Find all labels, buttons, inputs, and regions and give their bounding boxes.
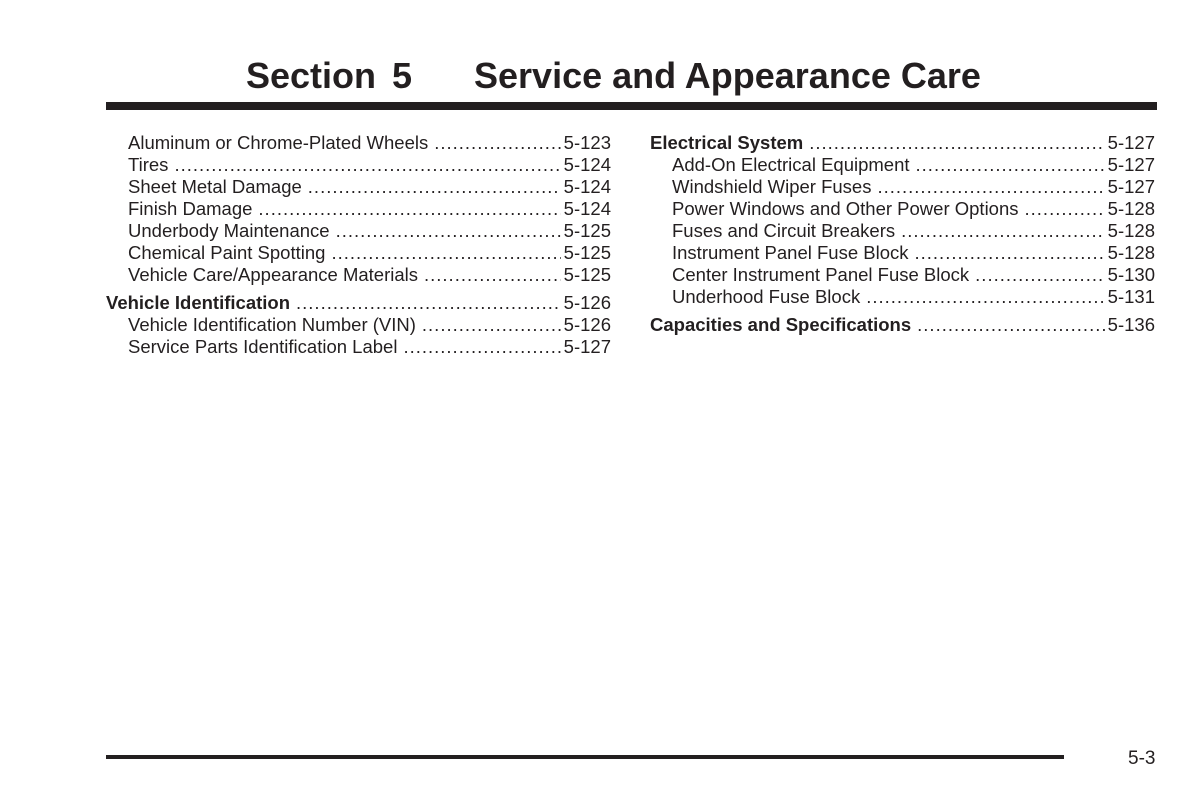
- dot-leader: [331, 242, 560, 264]
- dot-leader: [424, 264, 561, 286]
- toc-entry-label: Underhood Fuse Block: [672, 286, 861, 307]
- toc-right-column: [650, 132, 1155, 336]
- toc-entry-page: 5-128: [1107, 242, 1155, 263]
- toc-entry-label: Sheet Metal Damage: [128, 176, 302, 197]
- toc-entry-label: Electrical System: [650, 132, 804, 153]
- toc-entry-label: Add-On Electrical Equipment: [672, 154, 910, 175]
- toc-entry-fuses-circuit-breakers[interactable]: [650, 220, 1155, 242]
- toc-entry-aluminum-wheels[interactable]: [106, 132, 611, 154]
- dot-leader: [877, 176, 1104, 198]
- dot-leader: [308, 176, 561, 198]
- toc-entry-underbody-maintenance[interactable]: [106, 220, 611, 242]
- section-label: Section: [246, 55, 377, 96]
- section-title: Service and Appearance Care: [474, 55, 981, 96]
- toc-entry-finish-damage[interactable]: [106, 198, 611, 220]
- toc-entry-page: 5-124: [563, 198, 611, 219]
- dot-leader: [258, 198, 560, 220]
- page-number: 5-3: [1128, 748, 1156, 769]
- toc-entry-label: Chemical Paint Spotting: [128, 242, 326, 263]
- toc-entry-page: 5-127: [563, 336, 611, 357]
- toc-entry-label: Underbody Maintenance: [128, 220, 330, 241]
- header-rule: [106, 102, 1157, 110]
- toc-entry-wiper-fuses[interactable]: [650, 176, 1155, 198]
- dot-leader: [866, 286, 1104, 308]
- dot-leader: [809, 132, 1104, 154]
- toc-entry-power-windows[interactable]: [650, 198, 1155, 220]
- toc-entry-label: Finish Damage: [128, 198, 253, 219]
- dot-leader: [916, 154, 1105, 176]
- toc-entry-electrical-system[interactable]: [650, 132, 1155, 154]
- toc-entry-sheet-metal-damage[interactable]: [106, 176, 611, 198]
- toc-entry-page: 5-124: [563, 176, 611, 197]
- toc-entry-label: Center Instrument Panel Fuse Block: [672, 264, 970, 285]
- toc-left-column: [106, 132, 611, 358]
- toc-entry-instrument-panel-fuse-block[interactable]: [650, 242, 1155, 264]
- toc-entry-label: Tires: [128, 154, 169, 175]
- toc-entry-label: Vehicle Identification Number (VIN): [128, 314, 416, 335]
- toc-entry-label: Windshield Wiper Fuses: [672, 176, 872, 197]
- dot-leader: [901, 220, 1105, 242]
- toc-entry-page: 5-125: [563, 242, 611, 263]
- toc-entry-page: 5-131: [1107, 286, 1155, 307]
- toc-entry-label: Vehicle Identification: [106, 292, 291, 313]
- dot-leader: [434, 132, 560, 154]
- dot-leader: [917, 314, 1105, 336]
- dot-leader: [296, 292, 561, 314]
- toc-entry-label: Fuses and Circuit Breakers: [672, 220, 896, 241]
- dot-leader: [403, 336, 560, 358]
- dot-leader: [975, 264, 1105, 286]
- footer-rule: [106, 755, 1064, 759]
- toc-entry-page: 5-126: [563, 314, 611, 335]
- toc-entry-page: 5-136: [1107, 314, 1155, 335]
- toc-entry-center-ip-fuse-block[interactable]: [650, 264, 1155, 286]
- toc-entry-vin[interactable]: [106, 314, 611, 336]
- toc-entry-chemical-paint-spotting[interactable]: [106, 242, 611, 264]
- section-number: 5: [392, 55, 413, 96]
- toc-entry-add-on-electrical[interactable]: [650, 154, 1155, 176]
- dot-leader: [1025, 198, 1105, 220]
- dot-leader: [336, 220, 561, 242]
- toc-entry-page: 5-130: [1107, 264, 1155, 285]
- toc-entry-label: Service Parts Identification Label: [128, 336, 398, 357]
- toc-entry-capacities-specifications[interactable]: [650, 314, 1155, 336]
- toc-entry-underhood-fuse-block[interactable]: [650, 286, 1155, 308]
- section-header: [0, 54, 1200, 102]
- toc-entry-page: 5-125: [563, 264, 611, 285]
- toc-entry-label: Capacities and Specifications: [650, 314, 912, 335]
- toc-entry-page: 5-127: [1107, 154, 1155, 175]
- toc-entry-page: 5-128: [1107, 198, 1155, 219]
- toc-entry-page: 5-126: [563, 292, 611, 313]
- toc-entry-service-parts-label[interactable]: [106, 336, 611, 358]
- toc-entry-page: 5-125: [563, 220, 611, 241]
- toc-entry-page: 5-127: [1107, 132, 1155, 153]
- toc-entry-vehicle-identification[interactable]: [106, 292, 611, 314]
- toc-entry-label: Power Windows and Other Power Options: [672, 198, 1019, 219]
- toc-entry-page: 5-123: [563, 132, 611, 153]
- toc-entry-label: Vehicle Care/Appearance Materials: [128, 264, 418, 285]
- dot-leader: [915, 242, 1105, 264]
- toc-entry-page: 5-124: [563, 154, 611, 175]
- toc-entry-page: 5-127: [1107, 176, 1155, 197]
- dot-leader: [174, 154, 560, 176]
- toc-entry-label: Instrument Panel Fuse Block: [672, 242, 909, 263]
- toc-entry-page: 5-128: [1107, 220, 1155, 241]
- dot-leader: [422, 314, 561, 336]
- toc-entry-tires[interactable]: [106, 154, 611, 176]
- toc-entry-label: Aluminum or Chrome-Plated Wheels: [128, 132, 429, 153]
- toc-entry-vehicle-care-materials[interactable]: [106, 264, 611, 286]
